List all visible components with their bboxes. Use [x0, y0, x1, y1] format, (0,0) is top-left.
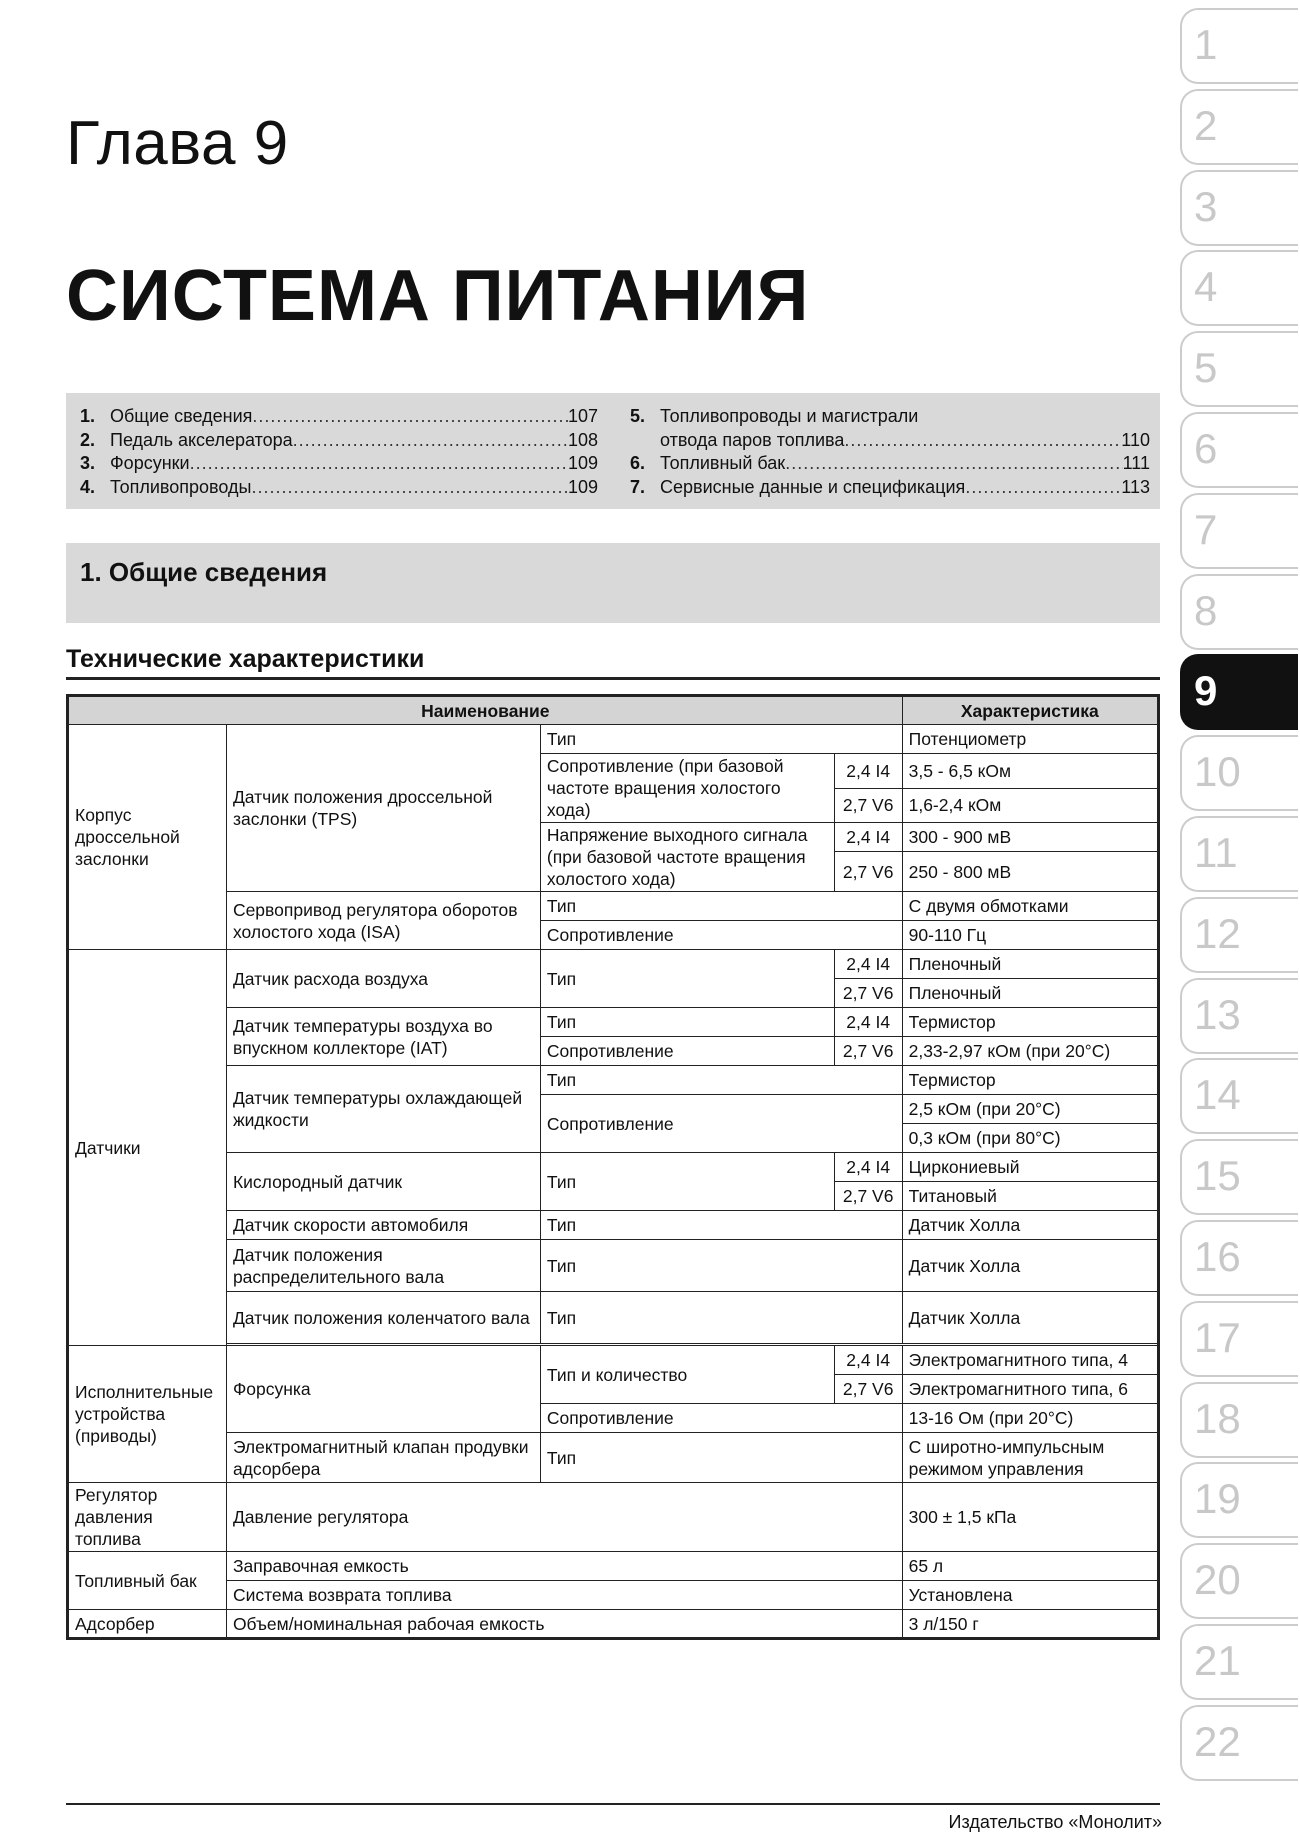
value-cell: 2,33-2,97 кОм (при 20°С): [902, 1037, 1158, 1066]
chapter-label: Глава 9: [66, 109, 289, 178]
publisher-footer: Издательство «Монолит»: [948, 1812, 1162, 1832]
chapter-tab-7[interactable]: 7: [1180, 493, 1298, 569]
engine-cell: 2,7 V6: [834, 788, 902, 823]
toc-leader: [965, 476, 1121, 500]
toc-item[interactable]: [630, 476, 1150, 500]
value-cell: 2,5 кОм (при 20°С): [902, 1095, 1158, 1124]
toc-left-column: [80, 405, 598, 499]
value-cell: 65 л: [902, 1552, 1158, 1581]
toc-leader: [293, 429, 568, 453]
value-cell: 300 ± 1,5 кПа: [902, 1483, 1158, 1552]
value-cell: Датчик Холла: [902, 1211, 1158, 1240]
toc-page: 110: [1121, 429, 1150, 450]
engine-cell: 2,4 I4: [834, 1346, 902, 1375]
engine-cell: 2,4 I4: [834, 823, 902, 852]
param-cell: Сопротивление: [540, 1095, 902, 1153]
chapter-tab-20[interactable]: 20: [1180, 1543, 1298, 1619]
toc-num: 4.: [80, 476, 96, 497]
param-cell: Тип: [540, 1211, 902, 1240]
toc-leader: [251, 476, 567, 500]
value-cell: 1,6-2,4 кОм: [902, 788, 1158, 823]
table-row: [68, 725, 1159, 754]
toc-num: 7.: [630, 476, 646, 497]
component-cell: Датчик положения дроссельной заслонки (TPS): [226, 725, 540, 892]
value-cell: 300 - 900 мВ: [902, 823, 1158, 852]
toc-item[interactable]: [80, 476, 598, 500]
component-cell: Давление регулятора: [226, 1483, 902, 1552]
component-cell: Датчик скорости автомобиля: [226, 1211, 540, 1240]
value-cell: Пленочный: [902, 979, 1158, 1008]
table-row: [68, 1581, 1159, 1610]
toc-page: 113: [1121, 476, 1150, 497]
engine-cell: 2,4 I4: [834, 754, 902, 789]
table-row: [68, 1008, 1159, 1037]
toc-leader: [252, 405, 568, 429]
toc-num: 1.: [80, 406, 96, 426]
section-title: 1. Общие сведения: [80, 557, 328, 587]
param-cell: Тип: [540, 1292, 902, 1344]
param-cell: Сопротивление: [540, 1404, 902, 1433]
table-row: [68, 1240, 1159, 1292]
table-row: [68, 1483, 1159, 1552]
table-row: [68, 892, 1159, 921]
toc-leader: [844, 429, 1121, 453]
chapter-tab-11[interactable]: 11: [1180, 816, 1298, 892]
chapter-tab-21[interactable]: 21: [1180, 1624, 1298, 1700]
value-cell: С широтно-импульсным режимом управления: [902, 1433, 1158, 1483]
chapter-tab-19[interactable]: 19: [1180, 1462, 1298, 1538]
engine-cell: 2,7 V6: [834, 1375, 902, 1404]
toc-leader: [785, 452, 1122, 476]
chapter-tab-8[interactable]: 8: [1180, 574, 1298, 650]
value-cell: Термистор: [902, 1066, 1158, 1095]
component-cell: Датчик температуры воздуха во впускном коллекторе (IAT): [226, 1008, 540, 1066]
chapter-tab-5[interactable]: 5: [1180, 331, 1298, 407]
table-row: [68, 1153, 1159, 1182]
chapter-tab-9[interactable]: 9: [1180, 654, 1298, 730]
toc-num: 6.: [630, 453, 646, 473]
value-cell: Циркониевый: [902, 1153, 1158, 1182]
group-cell: Регулятор давления топлива: [68, 1483, 227, 1552]
component-cell: Электромагнитный клапан продувки адсорбера: [226, 1433, 540, 1483]
engine-cell: 2,7 V6: [834, 852, 902, 892]
group-cell: Адсорбер: [68, 1610, 227, 1639]
toc-page: 109: [567, 476, 598, 497]
param-cell: Тип: [540, 1153, 834, 1211]
toc-item[interactable]: [630, 429, 1150, 453]
table-row: [68, 1346, 1159, 1375]
toc-item[interactable]: [630, 452, 1150, 476]
component-cell: Система возврата топлива: [226, 1581, 902, 1610]
chapter-tab-13[interactable]: 13: [1180, 978, 1298, 1054]
header-name: Наименование: [68, 696, 903, 725]
param-cell: Тип: [540, 950, 834, 1008]
group-cell: Исполнительные устройства (приводы): [68, 1346, 227, 1483]
component-cell: Заправочная емкость: [226, 1552, 902, 1581]
param-cell: Тип: [540, 1240, 902, 1292]
param-cell: Сопротивление (при базовой частоте вращения холостого хода): [540, 754, 834, 823]
param-cell: Тип и количество: [540, 1346, 834, 1404]
toc-num: 2.: [80, 429, 96, 450]
table-of-contents: [66, 393, 1160, 509]
value-cell: 250 - 800 мВ: [902, 852, 1158, 892]
param-cell: Тип: [540, 1066, 902, 1095]
component-cell: Датчик положения коленчатого вала: [226, 1292, 540, 1344]
toc-item[interactable]: [80, 429, 598, 453]
chapter-tab-15[interactable]: 15: [1180, 1139, 1298, 1215]
table-row: [68, 1066, 1159, 1095]
param-cell: Напряжение выходного сигнала (при базовой частоте вращения холостого хода): [540, 823, 834, 892]
toc-item[interactable]: [80, 452, 598, 476]
engine-cell: 2,7 V6: [834, 1037, 902, 1066]
engine-cell: 2,4 I4: [834, 950, 902, 979]
chapter-tab-10[interactable]: 10: [1180, 735, 1298, 811]
chapter-tab-16[interactable]: 16: [1180, 1220, 1298, 1296]
value-cell: 3 л/150 г: [902, 1610, 1158, 1639]
toc-label: Сервисные данные и спецификация: [660, 476, 966, 497]
param-cell: Сопротивление: [540, 1037, 834, 1066]
chapter-tab-22[interactable]: 22: [1180, 1705, 1298, 1781]
chapter-tab-17[interactable]: 17: [1180, 1301, 1298, 1377]
table-row: [68, 1211, 1159, 1240]
value-cell: Электромагнитного типа, 6: [902, 1375, 1158, 1404]
component-cell: Объем/номинальная рабочая емкость: [226, 1610, 902, 1639]
engine-cell: 2,7 V6: [834, 1182, 902, 1211]
value-cell: Установлена: [902, 1581, 1158, 1610]
value-cell: 90-110 Гц: [902, 921, 1158, 950]
group-cell: Топливный бак: [68, 1552, 227, 1610]
value-cell: Датчик Холла: [902, 1240, 1158, 1292]
engine-cell: 2,4 I4: [834, 1008, 902, 1037]
toc-label: Топливопроводы и магистрали: [660, 406, 919, 426]
value-cell: 13-16 Ом (при 20°С): [902, 1404, 1158, 1433]
param-cell: Тип: [540, 725, 902, 754]
chapter-tab-14[interactable]: 14: [1180, 1058, 1298, 1134]
value-cell: Электромагнитного типа, 4: [902, 1346, 1158, 1375]
specs-table: [66, 694, 1160, 1640]
toc-right-column: [630, 405, 1150, 499]
param-cell: Тип: [540, 1433, 902, 1483]
param-cell: Сопротивление: [540, 921, 902, 950]
chapter-tab-3[interactable]: 3: [1180, 170, 1298, 246]
chapter-tabs: [1180, 0, 1300, 1839]
engine-cell: 2,4 I4: [834, 1153, 902, 1182]
value-cell: С двумя обмотками: [902, 892, 1158, 921]
subsection-title: Технические характеристики: [66, 645, 425, 673]
table-row: [68, 950, 1159, 979]
toc-label: Педаль акселератора: [110, 429, 293, 450]
table-row: [68, 1433, 1159, 1483]
toc-item[interactable]: [630, 405, 1150, 429]
toc-page: 107: [567, 406, 598, 426]
toc-page: 111: [1122, 453, 1150, 473]
toc-label: Топливный бак: [660, 453, 786, 473]
component-cell: Форсунка: [226, 1346, 540, 1433]
chapter-tab-4[interactable]: 4: [1180, 250, 1298, 326]
engine-cell: 2,7 V6: [834, 979, 902, 1008]
toc-leader: [190, 452, 568, 476]
toc-page: 109: [567, 453, 598, 473]
value-cell: Титановый: [902, 1182, 1158, 1211]
footer-rule: [66, 1803, 1160, 1805]
component-cell: Датчик температуры охлаждающей жидкости: [226, 1066, 540, 1153]
value-cell: 3,5 - 6,5 кОм: [902, 754, 1158, 789]
chapter-tab-1[interactable]: 1: [1180, 8, 1298, 84]
toc-page: 108: [567, 429, 598, 450]
param-cell: Тип: [540, 1008, 834, 1037]
table-row: [68, 1610, 1159, 1639]
section-header: [66, 543, 1160, 623]
value-cell: Термистор: [902, 1008, 1158, 1037]
toc-num: 5.: [630, 406, 646, 426]
table-row: [68, 1292, 1159, 1344]
group-cell: Датчики: [68, 950, 227, 1346]
component-cell: Датчик положения распределительного вала: [226, 1240, 540, 1292]
table-row: [68, 1552, 1159, 1581]
group-cell: Корпус дроссельной заслонки: [68, 725, 227, 950]
component-cell: Датчик расхода воздуха: [226, 950, 540, 1008]
component-cell: Кислородный датчик: [226, 1153, 540, 1211]
toc-label: Общие сведения: [110, 406, 253, 426]
value-cell: Датчик Холла: [902, 1292, 1158, 1344]
header-characteristic: Характеристика: [902, 696, 1158, 725]
value-cell: Пленочный: [902, 950, 1158, 979]
toc-label: отвода паров топлива: [660, 429, 845, 450]
value-cell: 0,3 кОм (при 80°С): [902, 1124, 1158, 1153]
value-cell: Потенциометр: [902, 725, 1158, 754]
subsection-rule: [66, 677, 1160, 680]
chapter-tab-2[interactable]: 2: [1180, 89, 1298, 165]
component-cell: Сервопривод регулятора оборотов холостого хода (ISA): [226, 892, 540, 950]
toc-label: Топливопроводы: [110, 476, 252, 497]
param-cell: Тип: [540, 892, 902, 921]
chapter-tab-12[interactable]: 12: [1180, 897, 1298, 973]
chapter-title: СИСТЕМА ПИТАНИЯ: [66, 256, 810, 336]
toc-item[interactable]: [80, 405, 598, 429]
chapter-tab-6[interactable]: 6: [1180, 412, 1298, 488]
toc-num: 3.: [80, 453, 96, 473]
table-header-row: [68, 696, 1159, 725]
toc-label: Форсунки: [110, 453, 190, 473]
chapter-tab-18[interactable]: 18: [1180, 1382, 1298, 1458]
